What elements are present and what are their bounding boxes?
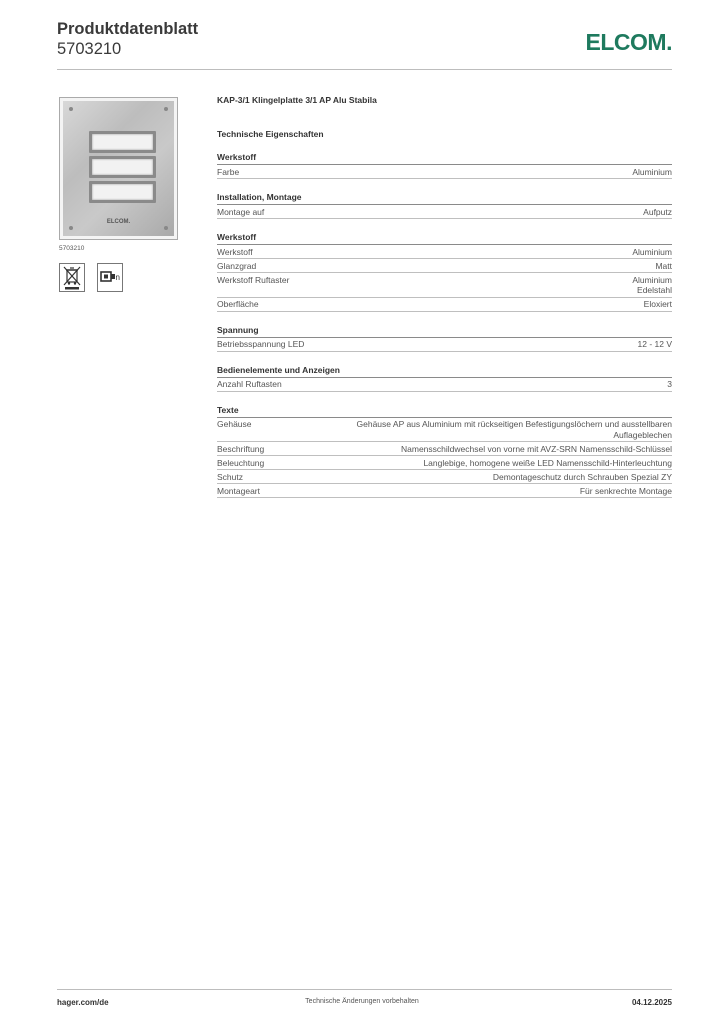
spec-row xyxy=(217,442,672,456)
tech-heading: Technische Eigenschaften xyxy=(217,129,324,139)
spec-value: Aluminium xyxy=(632,246,672,257)
screw-icon xyxy=(164,107,168,111)
tool-icon-letter: n xyxy=(115,273,120,282)
spec-label: Montageart xyxy=(217,485,260,496)
screw-icon xyxy=(69,226,73,230)
spec-value: Gehäuse AP aus Aluminium mit rückseitigen Befestigungslöchern und ausstellbaren Auflageblechen xyxy=(356,419,672,440)
spec-value: Demontageschutz durch Schrauben Spezial ZY xyxy=(492,471,672,482)
section-heading: Werkstoff xyxy=(217,152,672,165)
door-plate xyxy=(63,101,174,236)
spec-value: Aluminium xyxy=(632,166,672,177)
spec-value-line: Edelstahl xyxy=(637,285,672,295)
section-heading: Texte xyxy=(217,405,672,418)
spec-row xyxy=(217,273,672,298)
plate-logo: ELCOM. xyxy=(106,219,131,225)
elcom-logo: ELCOM. xyxy=(585,29,672,55)
weee-crossed-bin-icon xyxy=(59,263,85,292)
spec-row xyxy=(217,338,672,352)
screw-icon xyxy=(164,226,168,230)
spec-label: Glanzgrad xyxy=(217,260,257,271)
spec-value: Aufputz xyxy=(643,206,672,217)
image-caption: 5703210 xyxy=(59,245,85,252)
spec-label: Werkstoff xyxy=(217,246,253,257)
footer-disclaimer: Technische Änderungen vorbehalten xyxy=(305,998,419,1005)
spec-label: Beschriftung xyxy=(217,443,265,454)
section-heading: Werkstoff xyxy=(217,232,672,245)
spec-label: Montage auf xyxy=(217,206,265,217)
spec-row xyxy=(217,456,672,470)
product-image xyxy=(59,97,178,240)
header-divider xyxy=(57,69,672,70)
section-heading: Spannung xyxy=(217,325,672,338)
spec-row xyxy=(217,205,672,219)
spec-row xyxy=(217,259,672,273)
bell-button xyxy=(89,131,156,153)
footer-date: 04.12.2025 xyxy=(631,998,672,1007)
spec-value: Für senkrechte Montage xyxy=(579,485,672,496)
screw-icon xyxy=(69,107,73,111)
section-heading: Bedienelemente und Anzeigen xyxy=(217,365,672,378)
spec-label: Schutz xyxy=(217,471,243,482)
spec-row xyxy=(217,378,672,392)
footer-divider xyxy=(57,989,672,990)
product-details xyxy=(217,95,672,498)
spec-row xyxy=(217,484,672,498)
bell-button xyxy=(89,181,156,203)
spec-row xyxy=(217,165,672,179)
spec-label: Oberfläche xyxy=(217,299,259,309)
bell-button xyxy=(89,156,156,178)
spec-label: Farbe xyxy=(217,166,240,177)
spec-label: Werkstoff Ruftaster xyxy=(217,274,290,285)
spec-value-line: Aluminium xyxy=(632,274,672,285)
spec-label: Gehäuse xyxy=(217,419,252,429)
spec-row xyxy=(217,298,672,312)
spec-value xyxy=(632,275,672,296)
header-title: Produktdatenblatt xyxy=(57,20,199,38)
footer-website-link[interactable]: hager.com/de xyxy=(57,998,109,1007)
article-number: 5703210 xyxy=(57,40,122,58)
spec-value: 12 - 12 V xyxy=(637,339,672,349)
spec-label: Anzahl Ruftasten xyxy=(217,379,282,389)
spec-label: Beleuchtung xyxy=(217,457,265,468)
spec-label: Betriebsspannung LED xyxy=(217,339,305,349)
section-heading: Installation, Montage xyxy=(217,192,672,205)
spec-value: Eloxiert xyxy=(643,299,672,309)
spec-row xyxy=(217,470,672,484)
spec-value: 3 xyxy=(667,379,672,389)
spec-row xyxy=(217,245,672,259)
spec-value: Langlebige, homogene weiße LED Namensschild-Hinterleuchtung xyxy=(423,457,672,468)
spec-value: Namensschildwechsel von vorne mit AVZ-SRN Namensschild-Schlüssel xyxy=(401,443,672,454)
spec-value: Matt xyxy=(655,260,672,271)
spec-row xyxy=(217,418,672,443)
tool-icon xyxy=(97,263,123,292)
product-title: KAP-3/1 Klingelplatte 3/1 AP Alu Stabila xyxy=(217,95,377,105)
